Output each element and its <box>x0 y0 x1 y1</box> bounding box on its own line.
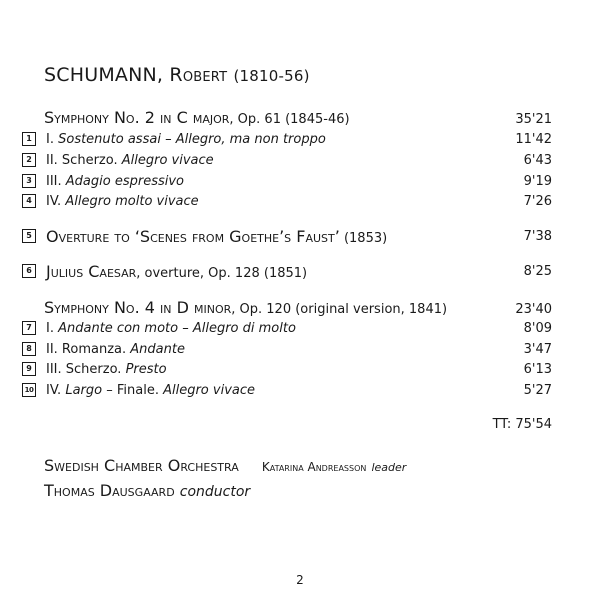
track-title: I. Andante con moto – Allegro di molto <box>46 320 296 336</box>
work-title: Symphony No. 4 in D minor <box>44 298 232 317</box>
track-row-julius-caesar <box>22 261 552 281</box>
track-duration: 9'19 <box>523 173 552 189</box>
track-duration: 3'47 <box>523 341 552 357</box>
work-meta: , Op. 61 (1845-46) <box>229 112 350 127</box>
work-symphony-4 <box>44 298 552 317</box>
track-title: Overture to ‘Scenes from Goethe’s Faust’ (1853) <box>46 226 388 246</box>
track-title: IV. Allegro molto vivace <box>46 193 199 209</box>
work-symphony-2 <box>44 108 552 127</box>
track-duration: 11'42 <box>515 131 552 147</box>
track-row <box>22 339 552 359</box>
track-number: 8 <box>22 342 36 356</box>
work-duration: 23'40 <box>515 302 552 317</box>
track-row <box>22 359 552 379</box>
track-duration: 8'25 <box>523 263 552 279</box>
track-row <box>22 171 552 191</box>
page-number: 2 <box>296 573 304 587</box>
track-number: 4 <box>22 194 36 208</box>
conductor-name: Thomas Dausgaard <box>44 481 175 500</box>
track-number: 6 <box>22 264 36 278</box>
track-row-faust <box>22 226 552 246</box>
track-number: 1 <box>22 132 36 146</box>
track-title: III. Adagio espressivo <box>46 173 185 189</box>
composer-name: SCHUMANN, Robert <box>44 64 228 86</box>
composer-heading <box>44 64 310 86</box>
track-duration: 6'13 <box>523 361 552 377</box>
leader-role: leader <box>371 461 407 474</box>
composer-years: (1810-56) <box>233 67 310 85</box>
track-title: II. Scherzo. Allegro vivace <box>46 152 214 168</box>
track-number: 9 <box>22 362 36 376</box>
track-title: II. Romanza. Andante <box>46 341 185 357</box>
track-title: I. Sostenuto assai – Allegro, ma non troppo <box>46 131 326 147</box>
credit-conductor <box>44 481 250 500</box>
total-time: TT: 75'54 <box>492 417 552 432</box>
track-row <box>22 129 552 149</box>
credit-orchestra <box>44 456 406 475</box>
conductor-role: conductor <box>179 484 251 500</box>
track-duration: 7'38 <box>523 228 552 244</box>
track-duration: 7'26 <box>523 193 552 209</box>
track-row <box>22 191 552 211</box>
track-number: 10 <box>22 383 36 397</box>
work-meta: , Op. 120 (original version, 1841) <box>231 302 448 317</box>
track-number: 3 <box>22 174 36 188</box>
orchestra-name: Swedish Chamber Orchestra <box>44 456 239 475</box>
track-duration: 8'09 <box>523 320 552 336</box>
work-title: Symphony No. 2 in C major <box>44 108 230 127</box>
track-row <box>22 380 552 400</box>
track-number: 5 <box>22 229 36 243</box>
work-duration: 35'21 <box>515 112 552 127</box>
track-number: 2 <box>22 153 36 167</box>
track-row <box>22 150 552 170</box>
leader-name: Katarina Andreasson <box>261 460 367 474</box>
track-duration: 6'43 <box>523 152 552 168</box>
track-duration: 5'27 <box>523 382 552 398</box>
track-title: IV. Largo – Finale. Allegro vivace <box>46 382 256 398</box>
track-row <box>22 318 552 338</box>
track-title: Julius Caesar, overture, Op. 128 (1851) <box>46 261 308 281</box>
track-title: III. Scherzo. Presto <box>46 361 167 377</box>
track-number: 7 <box>22 321 36 335</box>
